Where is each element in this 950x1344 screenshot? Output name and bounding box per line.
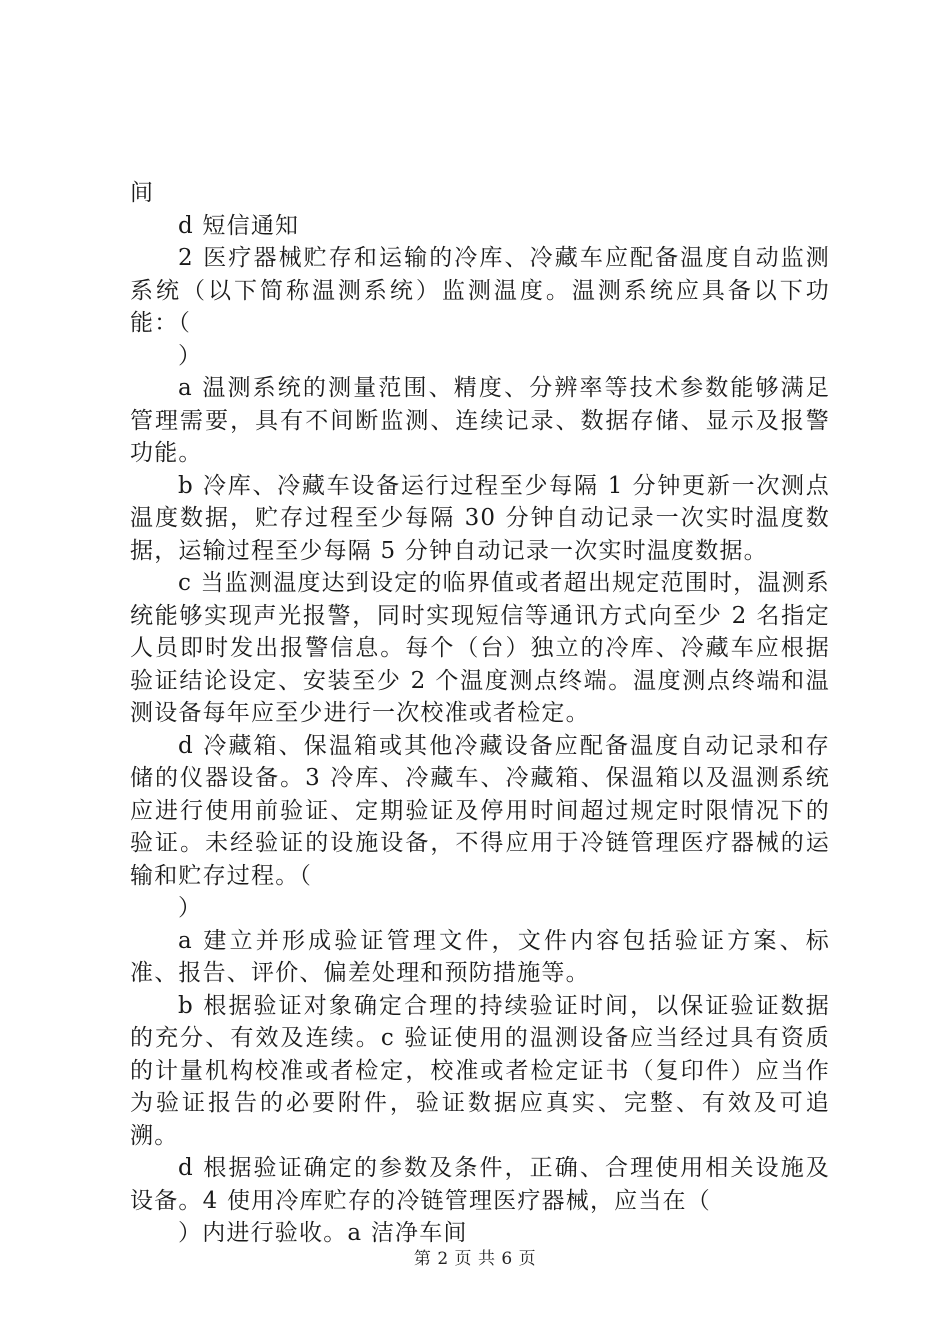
paragraph-8: d 冷藏箱、保温箱或其他冷藏设备应配备温度自动记录和存储的仪器设备。3 冷库、冷藏车、冷藏箱、保温箱以及温测系统应进行使用前验证、定期验证及停用时间超过规定时限情况下的验证。未经验证的设施设备，不得应用于冷链管理医疗器械的运输和贮存过程。（ xyxy=(130,732,830,889)
paragraph-5: a 温测系统的测量范围、精度、分辨率等技术参数能够满足管理需要，具有不间断监测、连续记录、数据存储、显示及报警功能。 xyxy=(130,375,830,466)
paragraph-12: d 根据验证确定的参数及条件，正确、合理使用相关设施及设备。4 使用冷库贮存的冷链管理医疗器械，应当在（ xyxy=(130,1155,830,1214)
paragraph-9: ） xyxy=(178,895,203,921)
paragraph-3: 2 医疗器械贮存和运输的冷库、冷藏车应配备温度自动监测系统（以下简称温测系统）监测温度。温测系统应具备以下功能：（ xyxy=(130,245,830,336)
paragraph-13: ）内进行验收。a 洁净车间 xyxy=(178,1220,468,1246)
paragraph-11: b 根据验证对象确定合理的持续验证时间，以保证验证数据的充分、有效及连续。c 验证使用的温测设备应当经过具有资质的计量机构校准或者检定，校准或者检定证书（复印件）应当作为验证报告的必要附件，验证数据应真实、完整、有效及可追溯。 xyxy=(130,992,830,1149)
paragraph-6: b 冷库、冷藏车设备运行过程至少每隔 1 分钟更新一次测点温度数据，贮存过程至少每隔 30 分钟自动记录一次实时温度数据，运输过程至少每隔 5 分钟自动记录一次实时温度数据。 xyxy=(130,472,830,564)
document-body xyxy=(130,177,830,1250)
paragraph-10: a 建立并形成验证管理文件，文件内容包括验证方案、标准、报告、评价、偏差处理和预防措施等。 xyxy=(130,927,830,986)
paragraph-1: 间 xyxy=(130,180,155,206)
page-footer: 第 2 页 共 6 页 xyxy=(413,1249,537,1269)
paragraph-7: c 当监测温度达到设定的临界值或者超出规定范围时，温测系统能够实现声光报警，同时实现短信等通讯方式向至少 2 名指定人员即时发出报警信息。每个（台）独立的冷库、冷藏车应根据验证结论设定、安装至少 2 个温度测点终端。温度测点终端和温测设备每年应至少进行一次校准或者检定。 xyxy=(130,570,830,726)
paragraph-4: ） xyxy=(178,342,203,369)
paragraph-2: d 短信通知 xyxy=(178,212,300,239)
